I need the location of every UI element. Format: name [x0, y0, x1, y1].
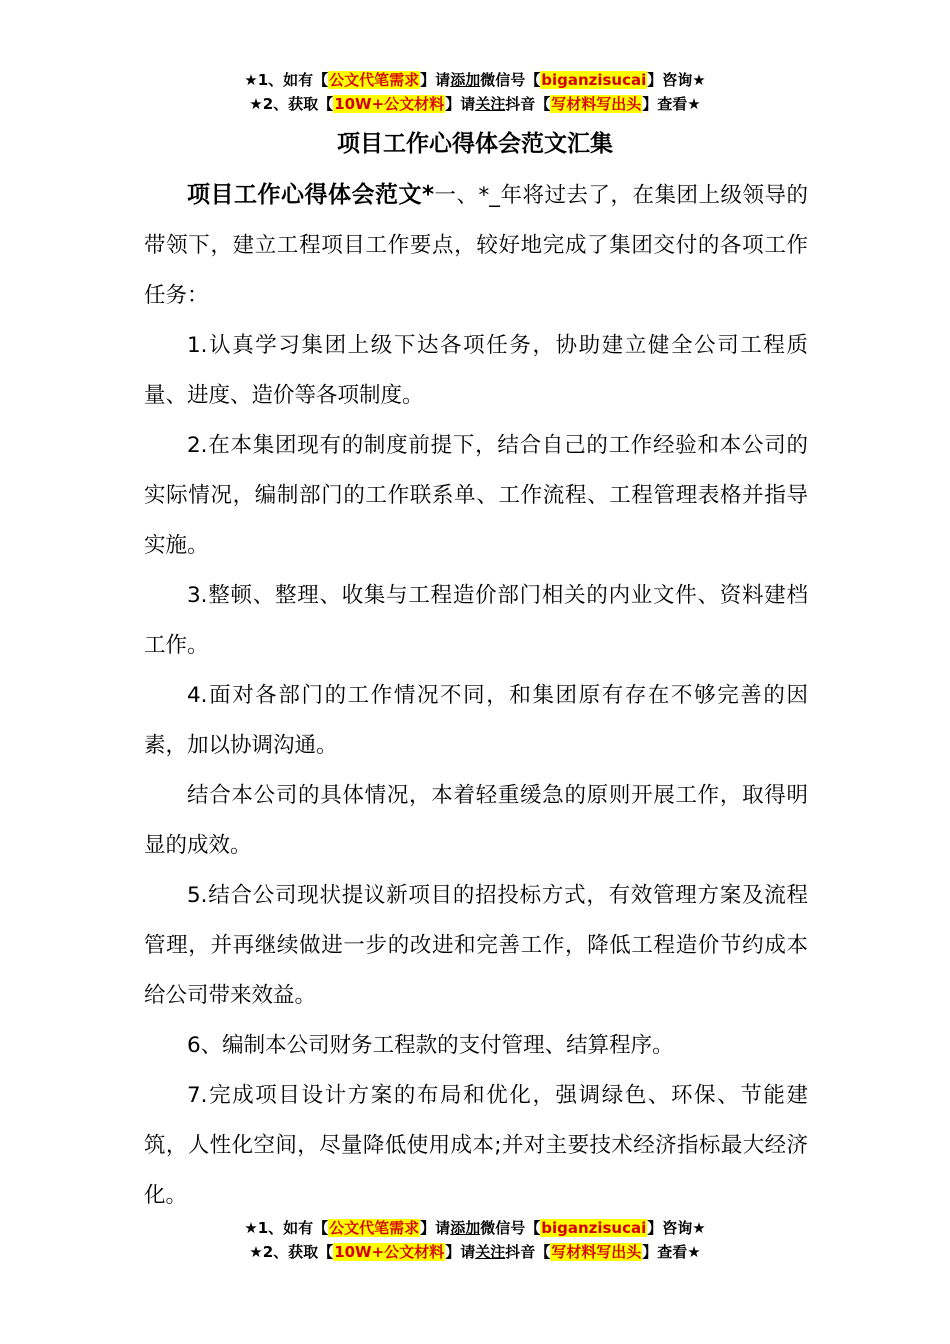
header-banner [0, 68, 950, 116]
paragraph-2: 1.认真学习集团上级下达各项任务，协助建立健全公司工程质量、进度、造价等各项制度。 [144, 333, 808, 408]
banner-highlight: 公文代笔需求 [329, 71, 420, 89]
banner-highlight: biganzisucai [541, 71, 647, 89]
banner-text: 】请 [445, 1243, 476, 1261]
banner-highlight: 写材料写出头 [551, 1243, 642, 1261]
paragraph-6: 结合本公司的具体情况，本着轻重缓急的原则开展工作，取得明显的成效。 [144, 783, 808, 858]
banner-line-2 [0, 1240, 950, 1264]
banner-highlight: 10W+公文材料 [334, 95, 445, 113]
banner-underlined: 关注 [475, 95, 506, 113]
lead-heading: 项目工作心得体会范文* [187, 182, 435, 208]
paragraph-5: 4.面对各部门的工作情况不同，和集团原有存在不够完善的因素，加以协调沟通。 [144, 683, 808, 758]
banner-underlined: 添加 [450, 71, 481, 89]
banner-text: 微信号【 [480, 71, 541, 89]
document-title: 项目工作心得体会范文汇集 [337, 131, 613, 157]
paragraph-9: 7.完成项目设计方案的布局和优化，强调绿色、环保、节能建筑，人性化空间，尽量降低使用成本;并对主要技术经济指标最大经济化。 [144, 1083, 808, 1208]
paragraph-4: 3.整顿、整理、收集与工程造价部门相关的内业文件、资料建档工作。 [144, 583, 808, 658]
banner-text: 】咨询★ [647, 1219, 706, 1237]
document-body [144, 170, 808, 1221]
banner-highlight: 公文代笔需求 [329, 1219, 420, 1237]
banner-text: 】请 [420, 1219, 451, 1237]
banner-highlight: biganzisucai [541, 1219, 647, 1237]
paragraph-text: 一、*_年将过去了，在集团上级领导的带领下，建立工程项目工作要点，较好地完成了集团交付的各项工作任务： [144, 183, 808, 308]
banner-text: 】查看★ [642, 95, 701, 113]
banner-text: 抖音【 [505, 95, 551, 113]
banner-text: 】咨询★ [647, 71, 706, 89]
paragraph-8: 6、编制本公司财务工程款的支付管理、结算程序。 [187, 1033, 674, 1058]
banner-text: ★2、获取【 [249, 95, 334, 113]
banner-highlight: 写材料写出头 [551, 95, 642, 113]
paragraph-1 [144, 170, 808, 321]
banner-text: ★1、如有【 [244, 1219, 329, 1237]
banner-underlined: 关注 [475, 1243, 506, 1261]
banner-text: 】查看★ [642, 1243, 701, 1261]
banner-text: ★2、获取【 [249, 1243, 334, 1261]
banner-text: 】请 [445, 95, 476, 113]
banner-line-1 [0, 1216, 950, 1240]
banner-text: 】请 [420, 71, 451, 89]
paragraph-7: 5.结合公司现状提议新项目的招投标方式，有效管理方案及流程管理，并再继续做进一步的改进和完善工作，降低工程造价节约成本给公司带来效益。 [144, 883, 808, 1008]
banner-highlight: 10W+公文材料 [334, 1243, 445, 1261]
banner-underlined: 添加 [450, 1219, 481, 1237]
banner-text: ★1、如有【 [244, 71, 329, 89]
footer-banner [0, 1216, 950, 1264]
banner-text: 抖音【 [505, 1243, 551, 1261]
banner-line-1 [0, 68, 950, 92]
paragraph-3: 2.在本集团现有的制度前提下，结合自己的工作经验和本公司的实际情况，编制部门的工作联系单、工作流程、工程管理表格并指导实施。 [144, 433, 808, 558]
banner-text: 微信号【 [480, 1219, 541, 1237]
banner-line-2 [0, 92, 950, 116]
